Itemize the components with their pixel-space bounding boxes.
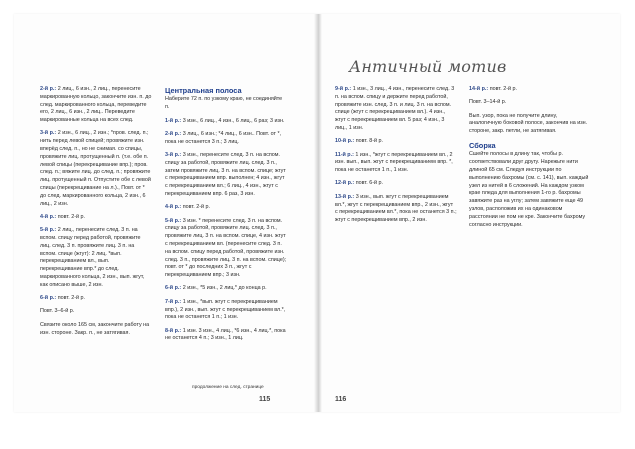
pattern-row bbox=[165, 118, 287, 126]
row-text: повт. 8-й р. bbox=[354, 138, 384, 145]
row-label: 14-й р.: bbox=[469, 86, 489, 92]
row-text: 2 изн., *5 изн., 2 лиц.* до конца р. bbox=[181, 285, 267, 292]
section-intro: Наберите 72 п. по узкому краю, не соединяйте п. bbox=[165, 96, 283, 110]
pattern-row bbox=[40, 86, 152, 125]
pattern-row bbox=[335, 86, 457, 133]
row-text: Повт. 3–6-й р. bbox=[40, 308, 75, 315]
continuation-note: продолжение на след. странице bbox=[192, 385, 264, 390]
row-text: 3 лиц., 6 изн.; *4 лиц., 6 изн.. Повт. от *, пока не останется 3 п.; 3 лиц. bbox=[165, 130, 282, 145]
row-label: 3-й р.: bbox=[40, 130, 57, 137]
row-text: 3 изн., 6 лиц., 4 изн., 6 лиц., 6 раз; 3 изн. bbox=[181, 117, 285, 124]
row-text: 2 лиц., перенесите след. 3 п. на вспом. спицу перед работой, провяжите лиц. след. 3 п. провяжите лиц. 3 п. на вспом. спице (жгут): 2 лиц. *вып. перекрещиванием вл., вып. перекрещивание впр.* до след. маркированного кольца, 2 изн., вып. жгут, как описано выше, 2 изн. bbox=[40, 227, 145, 288]
pattern-row bbox=[469, 86, 589, 94]
pattern-row bbox=[40, 214, 152, 222]
row-label: 6-й р.: bbox=[165, 285, 182, 292]
row-text: 2 лиц., 6 изн., 2 лиц., перенесите маркированную кольцо, закончите изн. п. до след. маркированного кольца, переведите его, 2 лиц., 6 изн., 2 лиц.. Переведите маркированные кольца на всех след. bbox=[40, 86, 152, 124]
row-text: 1 изн., 3 лиц., 4 изн., перенесите след. 3 п. на вспом. спицу и держите перед работой, провяжите изн. след. 3 п. и лиц. 3 п. на вспом. спице (жгут с перекрещиванием вл.). 4 изн., жгут с перекрещиванием вл. 5 раз; 4 изн., 3 лиц., 1 изн. bbox=[335, 86, 455, 131]
pattern-row bbox=[335, 138, 457, 146]
row-text: 3 изн., вып. жгут с перекрещиванием вл.*, жгут с перекрещиванием впр., 2 изн., жгут с перекрещиванием вл.*, пока не останется 3 п.; жгут с перекрещиванием впр., 2 изн. bbox=[335, 193, 457, 224]
row-label: 2-й р.: bbox=[165, 130, 182, 137]
row-label: 1-й р.: bbox=[165, 117, 182, 124]
pattern-row bbox=[335, 180, 457, 188]
row-label: 6-й р.: bbox=[40, 295, 57, 302]
row-label: 5-й р.: bbox=[40, 227, 57, 234]
pattern-row bbox=[40, 295, 152, 303]
pattern-row bbox=[165, 204, 287, 212]
row-text: повт. 6-й р. bbox=[354, 180, 384, 187]
row-text: повт. 2-й р. bbox=[488, 86, 518, 92]
row-label: 11-й р.: bbox=[335, 151, 354, 158]
row-text: 3 изн. * перенесите след. 3 п. на вспом. спицу за работой, провяжите лиц. след. 3 п., провяжите лиц. 3 п. на вспом. спице, 4 изн. жгут с перекрещиванием вл. (перенесите след. 3 п. на вспом. спицу перед работой, провяжите изн. след. 3 п., провяжите лиц. 3 п. на вспом. спице); повт. от * до последних 3 п., жгут с перекрещиванием впр.; 3 изн. bbox=[165, 217, 287, 279]
row-label: 7-й р.: bbox=[165, 298, 182, 305]
row-label: 5-й р.: bbox=[165, 217, 182, 224]
pattern-row bbox=[165, 285, 287, 293]
page-number-right: 116 bbox=[335, 396, 347, 403]
row-label: 2-й р.: bbox=[40, 86, 57, 92]
section-heading-assembly: Сборка bbox=[469, 141, 496, 151]
row-text: Повт. 3–14-й р. bbox=[469, 99, 507, 106]
row-text: повт. 2-й р. bbox=[181, 204, 211, 211]
row-label: 10-й р.: bbox=[335, 138, 355, 145]
left-page-column-1 bbox=[40, 86, 152, 343]
row-text: 2 изн., 6 лиц., 2 изн.; *пров. след. п.; нить перед левой спицей; провяжите изн. вперёд след. п., но не снимая. со спицы, провяжите лиц. протущенный п. (т.е. обе п. левой спицы (перекрещивание впр.); пров. след. п.; вяжите лиц. до след. п.; провяжите лиц. протущенный п. Отпустите обе с левой спицы (перекрещивание на л.)., Повт. от * до след. маркированного кольца, 2 изн., 6 лиц., 2 изн. bbox=[40, 130, 151, 207]
pattern-row bbox=[165, 299, 287, 322]
pattern-row bbox=[335, 152, 457, 175]
row-label: 13-й р.: bbox=[335, 193, 355, 200]
pattern-row bbox=[335, 194, 457, 225]
row-text: повт. 2-й р. bbox=[56, 213, 86, 220]
row-label: 4-й р.: bbox=[165, 204, 182, 211]
pattern-row bbox=[165, 131, 287, 147]
row-text: 1 изн. 3 изн., 4 лиц., *6 изн., 4 лиц.*, пока не останется 4 п.; 3 изн., 1 лиц. bbox=[165, 327, 286, 342]
row-text: 1 изн., *вып. жгут с перекрещиванием впр.), 2 изн., вып. жгут с перекрещиванием вл.*, пока не останется 1 п.; 1 изн. bbox=[165, 298, 286, 321]
page-number-left: 115 bbox=[259, 396, 271, 403]
pattern-row bbox=[40, 227, 152, 289]
pattern-row bbox=[165, 328, 287, 344]
row-text: Вып. узор, пока не получите длину, аналогичную боковой полосе, закончив на изн. стороне, закр. петли, не затягивая. bbox=[469, 112, 588, 135]
right-page-column-1 bbox=[335, 86, 457, 230]
pattern-row bbox=[165, 218, 287, 280]
pattern-row bbox=[40, 322, 152, 338]
right-page-column-2 bbox=[469, 86, 589, 229]
row-text: Связите около 165 см, закончите работу на изн. стороне. Закр. п., не затягивая. bbox=[40, 321, 150, 336]
pattern-row bbox=[469, 113, 589, 136]
row-text: повт. 2-й р. bbox=[56, 295, 86, 302]
pattern-row bbox=[469, 99, 589, 107]
row-label: 12-й р.: bbox=[335, 180, 355, 187]
left-page-column-2 bbox=[165, 86, 287, 349]
book-spread bbox=[14, 14, 620, 412]
section-heading-central-strip: Центральная полоса bbox=[165, 86, 242, 95]
book-fold bbox=[314, 14, 322, 412]
assembly-text: Сшейте полосы в длину так, чтобы р. соответствовали друг другу. Нарежьте нити длиной 65 см. Следуя инструкции по выполнению бахромы (см. с. 141), вып. каждый узел из нитей в 6 сложений. На каждом узком крае пледа для выполнения 1-го р. бахромы завяжите раз на углу; затем завяжите еще 49 узлов, расположив их на одинаковом расстоянии не пом не кре. Закончите бахрому согласно инструкции. bbox=[469, 151, 589, 228]
row-label: 9-й р.: bbox=[335, 86, 352, 92]
pattern-row bbox=[40, 130, 152, 208]
row-label: 3-й р.: bbox=[165, 151, 182, 158]
row-label: 4-й р.: bbox=[40, 213, 57, 220]
pattern-row bbox=[165, 152, 287, 199]
row-label: 8-й р.: bbox=[165, 327, 182, 334]
pattern-row bbox=[40, 308, 152, 316]
chapter-title: Античный мотив bbox=[349, 57, 507, 76]
row-text: 3 изн., перенесите след. 3 п. на вспом. спицу за работой, провяжите лиц. след. 3 п., затем провяжите лиц. 3 п. на вспом. спице; жгут с перекрещиванием впр. выполнен; 4 изн., жгут с перекрещиванием вл.; 6 лиц., 4 изн., жгут с перекрещиванием впр. 6 раз, 3 изн. bbox=[165, 151, 286, 197]
row-text: 1 изн., *жгут с перекрещиванием вл., 2 изн. вып., вып. жгут с перекрещиванием впр. *, пока не останется 1 п., 1 изн. bbox=[335, 151, 453, 174]
